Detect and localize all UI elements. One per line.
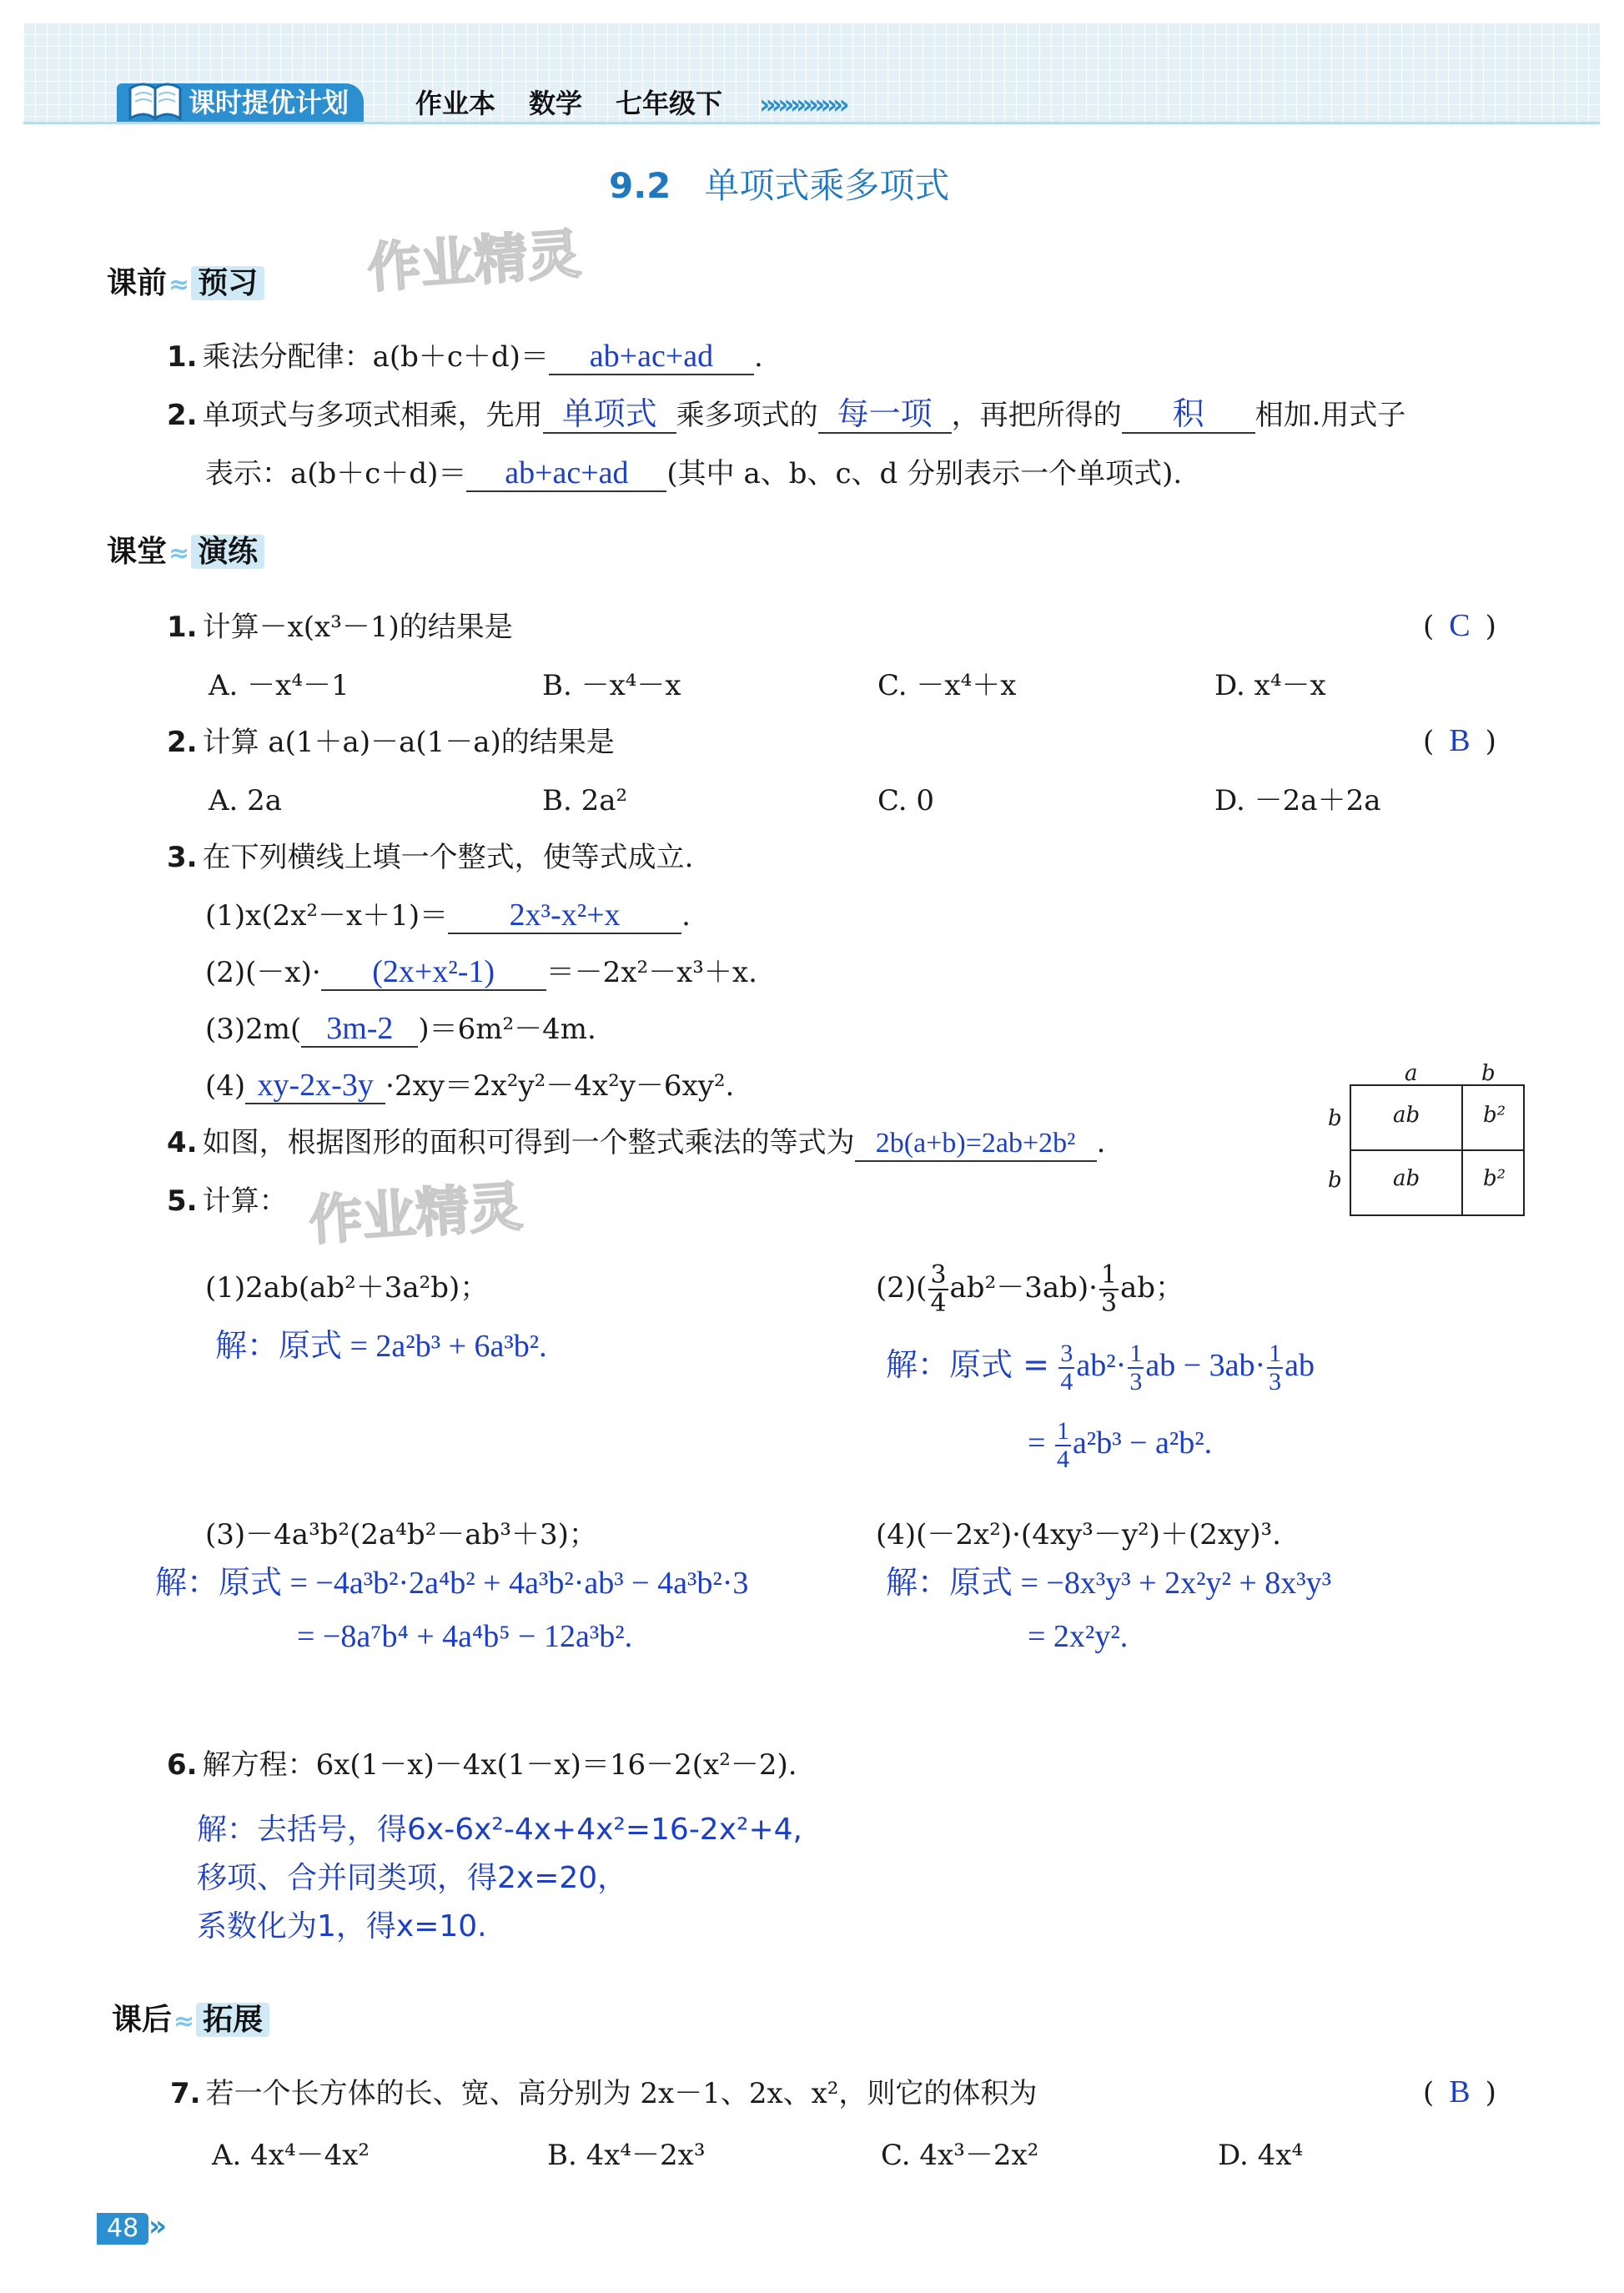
answer-paren: ( B ) [1423,723,1496,758]
option-b: B. 2a² [542,784,628,817]
q5-p3-solution-2: = −8a⁷b⁴ + 4a⁴b⁵ − 12a³b². [297,1619,633,1654]
fig-cell: b² [1483,1166,1506,1191]
option-c: C. 0 [877,784,935,817]
fraction [928,1262,948,1317]
fraction [1267,1340,1283,1395]
numerator: 1 [1056,1417,1069,1446]
title-text: 单项式乘多项式 [704,165,950,206]
fig-cell: ab [1393,1103,1420,1128]
wave-icon: ≈ [168,539,190,568]
q-text: ＝－2x²－x³＋x. [546,956,757,989]
sol-text: ab²· [1076,1348,1127,1383]
q-number: 5. [167,1184,198,1218]
wave-icon: ≈ [168,270,190,299]
q5-p4-solution-2: = 2x²y². [1028,1619,1129,1654]
denominator: 4 [930,1289,947,1318]
q5-p2-problem [876,1255,1184,1321]
q-text: (2)(－x)· [205,956,321,989]
brand-label: 课时提优计划 [189,87,349,118]
fig-top-a: a [1405,1061,1418,1086]
section-extend-w1: 课后 [112,2003,173,2037]
preview-q2-line1 [167,395,1405,435]
numerator: 1 [1100,1260,1118,1290]
sol-text: ab [1285,1348,1315,1383]
q-end: . [753,340,763,374]
q-end: . [1096,1126,1106,1159]
preview-q2-line2 [205,454,1182,494]
option-a: A. 2a [209,784,283,817]
practice-q2 [167,722,615,762]
section-preview [107,260,264,307]
answer: 3m-2 [326,1011,394,1046]
header-chevrons-icon: »»»»»»» [759,88,845,120]
page-title [609,158,949,209]
answer: C [1449,608,1471,643]
q-number: 3. [167,841,198,874]
watermark: 作业精灵 [307,1176,525,1253]
q-text: (4) [205,1069,246,1103]
q-number: 7. [170,2077,201,2110]
q-text: ab； [1120,1271,1184,1305]
answer: 每一项 [837,395,933,432]
q5-p2-solution-2 [1028,1410,1212,1476]
q-text: )＝6m²－4m. [418,1013,596,1046]
q-text: 计算： [202,1184,288,1218]
subject-label: 数学 [529,88,583,119]
fig-top-b: b [1481,1061,1496,1086]
answer: 积 [1172,395,1204,432]
option-d: D. x⁴－x [1214,669,1326,702]
q-text: 相加.用式子 [1254,399,1406,432]
practice-q3-p2 [205,953,757,993]
fig-left-b1: b [1328,1106,1342,1131]
practice-q3-p1 [205,896,691,936]
q5-p2-solution-1 [886,1331,1315,1399]
answer-paren: ( C ) [1423,608,1496,643]
practice-q5 [167,1181,288,1221]
option-d: D. －2a＋2a [1214,784,1381,817]
answer: B [1449,2074,1471,2109]
q-text: (1)x(2x²－x＋1)＝ [205,899,449,933]
q6-solution-1: 解：去括号，得6x-6x²-4x+4x²=16-2x²+4, [197,1813,802,1847]
practice-q4 [167,1123,1105,1163]
denominator: 3 [1269,1368,1282,1396]
area-figure [1350,1084,1525,1216]
q-text: ab²－3ab)· [949,1271,1098,1305]
practice-q6 [167,1745,797,1785]
answer: 2x³-x²+x [509,898,621,933]
numerator: 3 [930,1260,947,1290]
fig-cell: b² [1483,1103,1506,1128]
title-number: 9.2 [609,165,671,206]
fraction [1058,1340,1074,1395]
section-extend-w2: 拓展 [196,2003,269,2037]
fig-cell: ab [1393,1166,1420,1191]
q-text: (2)( [876,1271,928,1305]
sol-text: ab − 3ab· [1145,1348,1266,1383]
q-number: 6. [167,1748,198,1782]
section-preview-w2: 预习 [191,266,264,300]
answer: 单项式 [561,395,657,432]
fig-left-b2: b [1328,1168,1342,1193]
answer: B [1449,723,1471,758]
q-text: 乘多项式的 [676,399,818,432]
q-text: 若一个长方体的长、宽、高分别为 2x－1、2x、x²，则它的体积为 [205,2077,1038,2110]
wave-icon: ≈ [173,2007,195,2036]
option-c: C. 4x³－2x² [881,2139,1039,2172]
q6-solution-2: 移项、合并同类项，得2x=20， [197,1861,628,1895]
q-text: . [681,899,691,933]
q-text: 计算 a(1＋a)－a(1－a)的结果是 [202,726,615,759]
q-text: (3)2m( [205,1013,302,1046]
q6-solution-3: 系数化为1，得x=10. [197,1909,487,1944]
header-rule [23,122,1600,124]
section-practice [107,529,264,576]
fraction [1055,1418,1071,1473]
sol-lead: 解：原式 = [886,1346,1049,1383]
section-practice-w2: 演练 [191,535,264,569]
header-text [415,85,756,122]
practice-q3-p3 [205,1009,596,1049]
q-text: 乘法分配律：a(b＋c＋d)＝ [202,340,549,374]
option-a: A. －x⁴－1 [209,669,349,702]
q-text: 在下列横线上填一个整式，使等式成立. [202,841,694,874]
q-text: ，再把所得的 [951,399,1122,432]
denominator: 3 [1129,1368,1143,1396]
q5-p4-solution-1: 解：原式 = −8x³y³ + 2x²y² + 8x³y³ [886,1566,1332,1601]
section-practice-w1: 课堂 [107,535,168,569]
sol-text: a²b³ − a²b². [1072,1426,1213,1461]
q5-p1-problem: (1)2ab(ab²＋3a²b)； [205,1271,489,1305]
q5-p1-solution: 解：原式 = 2a²b³ + 6a³b². [215,1329,547,1364]
q-text: 解方程：6x(1－x)－4x(1－x)＝16－2(x²－2). [202,1748,797,1782]
numerator: 3 [1060,1340,1073,1368]
q-text: ·2xy＝2x²y²－4x²y－6xy². [385,1069,735,1103]
watermark: 作业精灵 [365,224,583,300]
q-number: 1. [167,340,198,374]
option-d: D. 4x⁴ [1218,2139,1304,2172]
answer-paren: ( B ) [1423,2074,1496,2109]
q-number: 2. [167,399,198,432]
fig-divider-h [1351,1149,1523,1151]
q-number: 4. [167,1126,198,1159]
answer: 2b(a+b)=2ab+2b² [875,1128,1076,1159]
page-number: 48 [97,2213,148,2245]
grade-label: 七年级下 [616,88,723,119]
denominator: 4 [1060,1368,1073,1396]
q-text: 计算－x(x³－1)的结果是 [202,611,513,644]
denominator: 4 [1056,1446,1069,1474]
option-b: B. －x⁴－x [542,669,681,702]
q5-p3-solution-1: 解：原式 = −4a³b²·2a⁴b² + 4a³b²·ab³ − 4a³b²·3 [155,1566,749,1601]
extend-q7 [170,2074,1037,2114]
q5-p4-problem: (4)(－2x²)·(4xy³－y²)＋(2xy)³. [876,1518,1281,1551]
numerator: 1 [1129,1340,1143,1368]
q5-p3-problem: (3)－4a³b²(2a⁴b²－ab³＋3)； [205,1518,597,1551]
answer: ab+ac+ad [589,339,714,374]
q-number: 2. [167,726,198,759]
section-extend [112,1997,269,2044]
fraction [1099,1262,1119,1317]
numerator: 1 [1269,1340,1282,1368]
practice-q3 [167,837,693,877]
open-book-icon [125,77,185,123]
option-b: B. 4x⁴－2x³ [547,2139,706,2172]
q-text: 单项式与多项式相乘，先用 [202,399,543,432]
answer: ab+ac+ad [505,455,629,490]
denominator: 3 [1100,1289,1118,1318]
option-a: A. 4x⁴－4x² [212,2139,370,2172]
fraction [1128,1340,1144,1395]
page-chevron-icon: » [148,2210,160,2243]
option-c: C. －x⁴＋x [877,669,1017,702]
q-number: 1. [167,611,198,644]
q-text: 如图，根据图形的面积可得到一个整式乘法的等式为 [202,1126,855,1159]
q-text: 表示：a(b＋c＋d)＝ [205,457,467,490]
practice-q1 [167,607,513,647]
q-text: (其中 a、b、c、d 分别表示一个单项式). [666,457,1183,490]
book-label: 作业本 [415,88,496,119]
section-preview-w1: 课前 [107,266,168,300]
answer: (2x+x²-1) [372,954,495,989]
practice-q3-p4 [205,1066,734,1106]
answer: xy-2x-3y [257,1068,374,1103]
preview-q1 [167,337,763,377]
sol-text: = [1028,1426,1046,1461]
